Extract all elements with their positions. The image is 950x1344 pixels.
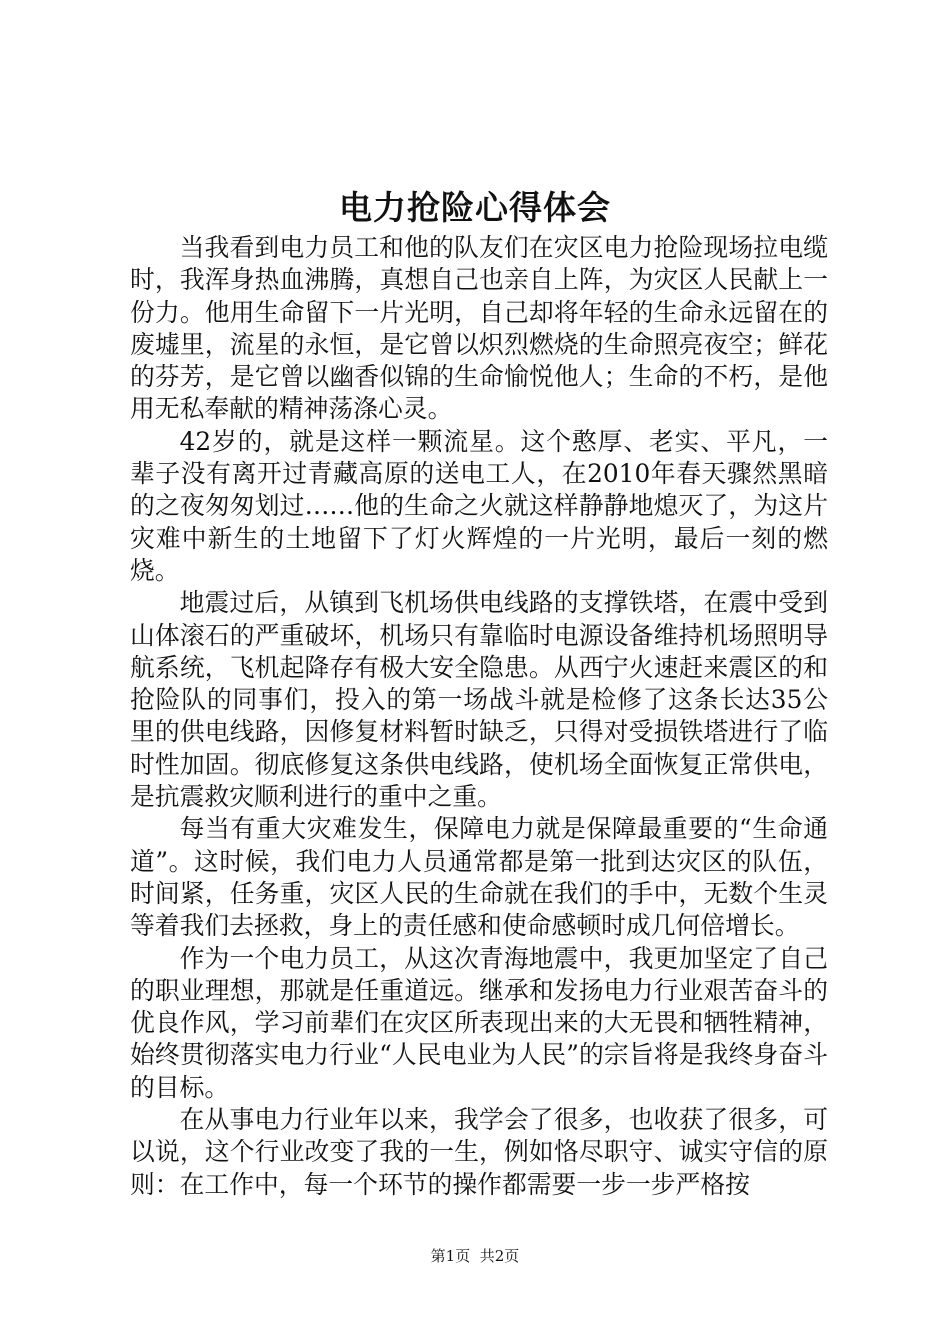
- document-title: 电力抢险心得体会: [339, 188, 611, 227]
- document-body: [130, 232, 828, 1201]
- page-total: 共2页: [479, 1247, 520, 1265]
- paragraph-6: 在从事电力行业年以来，我学会了很多，也收获了很多，可以说，这个行业改变了我的一生，例如恪尽职守、诚实守信的原则：在工作中，每一个环节的操作都需要一步一步严格按: [130, 1105, 828, 1199]
- page-footer: [0, 1246, 950, 1266]
- paragraph-4: 每当有重大灾难发生，保障电力就是保障最重要的“生命通道”。这时候，我们电力人员通常都是第一批到达灾区的队伍，时间紧，任务重，灾区人民的生命就在我们的手中，无数个生灵等着我们去拯救，身上的责任感和使命感顿时成几何倍增长。: [130, 814, 828, 941]
- paragraph-2: 42岁的，就是这样一颗流星。这个憨厚、老实、平凡，一辈子没有离开过青藏高原的送电工人，在2010年春天骤然黑暗的之夜匆匆划过……他的生命之火就这样静静地熄灭了，为这片灾难中新生的土地留下了灯火辉煌的一片光明，最后一刻的燃烧。: [130, 426, 828, 585]
- page-number: 第1页: [430, 1247, 471, 1265]
- paragraph-3: 地震过后，从镇到飞机场供电线路的支撑铁塔，在震中受到山体滚石的严重破坏，机场只有靠临时电源设备维持机场照明导航系统，飞机起降存有极大安全隐患。从西宁火速赶来震区的和抢险队的同事们，投入的第一场战斗就是检修了这条长达35公里的供电线路，因修复材料暂时缺乏，只得对受损铁塔进行了临时性加固。彻底修复这条供电线路，使机场全面恢复正常供电，是抗震救灾顺利进行的重中之重。: [130, 588, 828, 812]
- paragraph-5: 作为一个电力员工，从这次青海地震中，我更加坚定了自己的职业理想，那就是任重道远。继承和发扬电力行业艰苦奋斗的优良作风，学习前辈们在灾区所表现出来的大无畏和牺牲精神，始终贯彻落实电力行业“人民电业为人民”的宗旨将是我终身奋斗的目标。: [130, 943, 828, 1102]
- paragraph-1: 当我看到电力员工和他的队友们在灾区电力抢险现场拉电缆时，我浑身热血沸腾，真想自己也亲自上阵，为灾区人民献上一份力。他用生命留下一片光明，自己却将年轻的生命永远留在的废墟里，流星的永恒，是它曾以炽烈燃烧的生命照亮夜空；鲜花的芬芳，是它曾以幽香似锦的生命愉悦他人；生命的不朽，是他用无私奉献的精神荡涤心灵。: [130, 233, 828, 424]
